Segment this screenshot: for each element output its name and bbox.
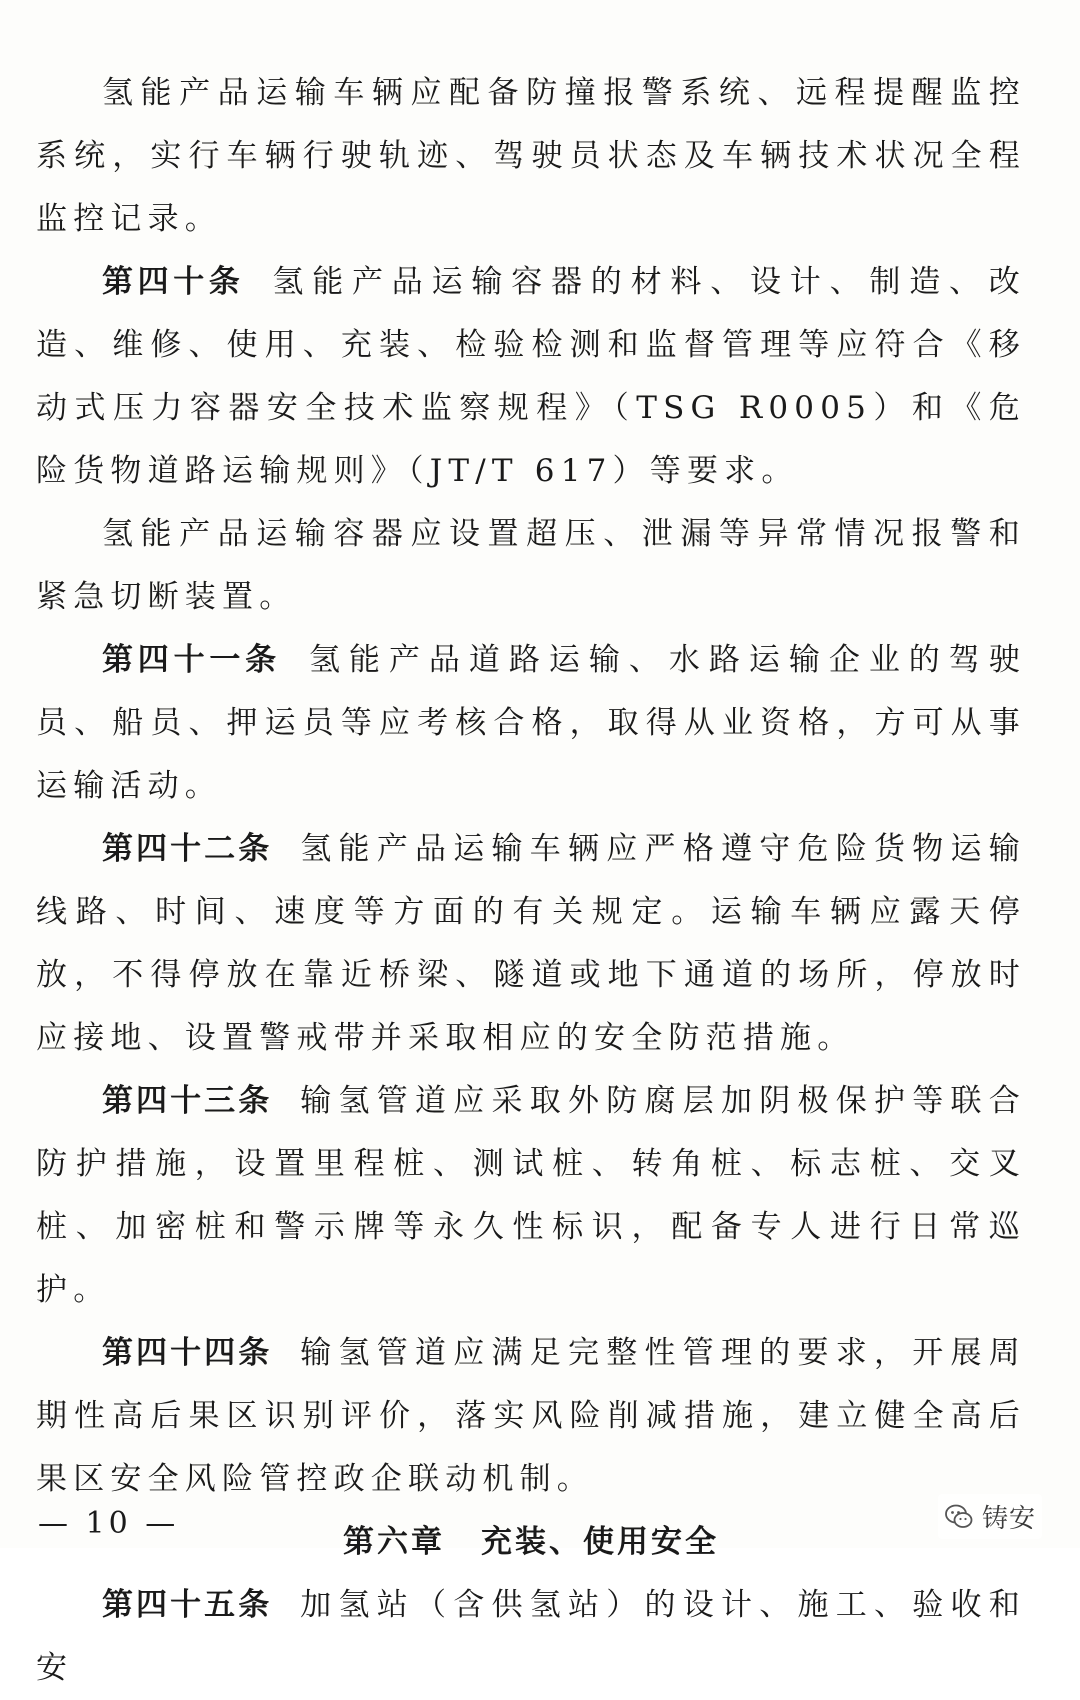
watermark-text: 铸安 xyxy=(981,1504,1036,1534)
paragraph-text: 氢能产品运输车辆应配备防撞报警系统、远程提醒监控系统，实行车辆行驶轨迹、驾驶员状态及车辆技术状况全程监控记录。 xyxy=(36,75,1026,237)
article-45 xyxy=(36,1574,1026,1700)
article-number: 第四十一条 xyxy=(102,642,281,678)
article-number: 第四十条 xyxy=(102,264,245,300)
article-text: 输氢管道应采取外防腐层加阴极保护等联合防护措施，设置里程桩、测试桩、转角桩、标志桩、交叉桩、加密桩和警示牌等永久性标识，配备专人进行日常巡护。 xyxy=(36,1083,1026,1308)
wechat-icon xyxy=(944,1502,974,1532)
article-number: 第四十五条 xyxy=(102,1587,273,1623)
article-text: 加氢站（含供氢站）的设计、施工、验收和安 xyxy=(36,1587,1026,1686)
watermark xyxy=(938,1494,1042,1539)
body-text xyxy=(36,62,1026,1700)
paragraph-3 xyxy=(36,503,1026,629)
article-number: 第四十三条 xyxy=(102,1083,273,1119)
page-number: — 10 — xyxy=(38,1506,180,1541)
article-text: 输氢管道应满足完整性管理的要求，开展周期性高后果区识别评价，落实风险削减措施，建立健全高后果区安全风险管控政企联动机制。 xyxy=(36,1335,1026,1497)
article-text: 氢能产品运输车辆应严格遵守危险货物运输线路、时间、速度等方面的有关规定。运输车辆应露天停放，不得停放在靠近桥梁、隧道或地下通道的场所，停放时应接地、设置警戒带并采取相应的安全防范措施。 xyxy=(36,831,1026,1056)
chapter-heading xyxy=(36,1511,1026,1574)
article-text: 氢能产品道路运输、水路运输企业的驾驶员、船员、押运员等应考核合格，取得从业资格，方可从事运输活动。 xyxy=(36,642,1026,804)
chapter-title: 充装、使用安全 xyxy=(481,1524,719,1560)
article-44 xyxy=(36,1322,1026,1511)
paragraph-text: 氢能产品运输容器应设置超压、泄漏等异常情况报警和紧急切断装置。 xyxy=(36,516,1026,615)
paragraph-1 xyxy=(36,62,1026,251)
article-number: 第四十二条 xyxy=(102,831,273,867)
article-42 xyxy=(36,818,1026,1070)
article-40 xyxy=(36,251,1026,503)
article-text: 氢能产品运输容器的材料、设计、制造、改造、维修、使用、充装、检验检测和监督管理等应符合《移动式压力容器安全技术监察规程》（TSG R0005）和《危险货物道路运输规则》（JT/T 617）等要求。 xyxy=(36,264,1026,489)
article-number: 第四十四条 xyxy=(102,1335,273,1371)
article-41 xyxy=(36,629,1026,818)
chapter-number: 第六章 xyxy=(343,1524,445,1560)
article-43 xyxy=(36,1070,1026,1322)
